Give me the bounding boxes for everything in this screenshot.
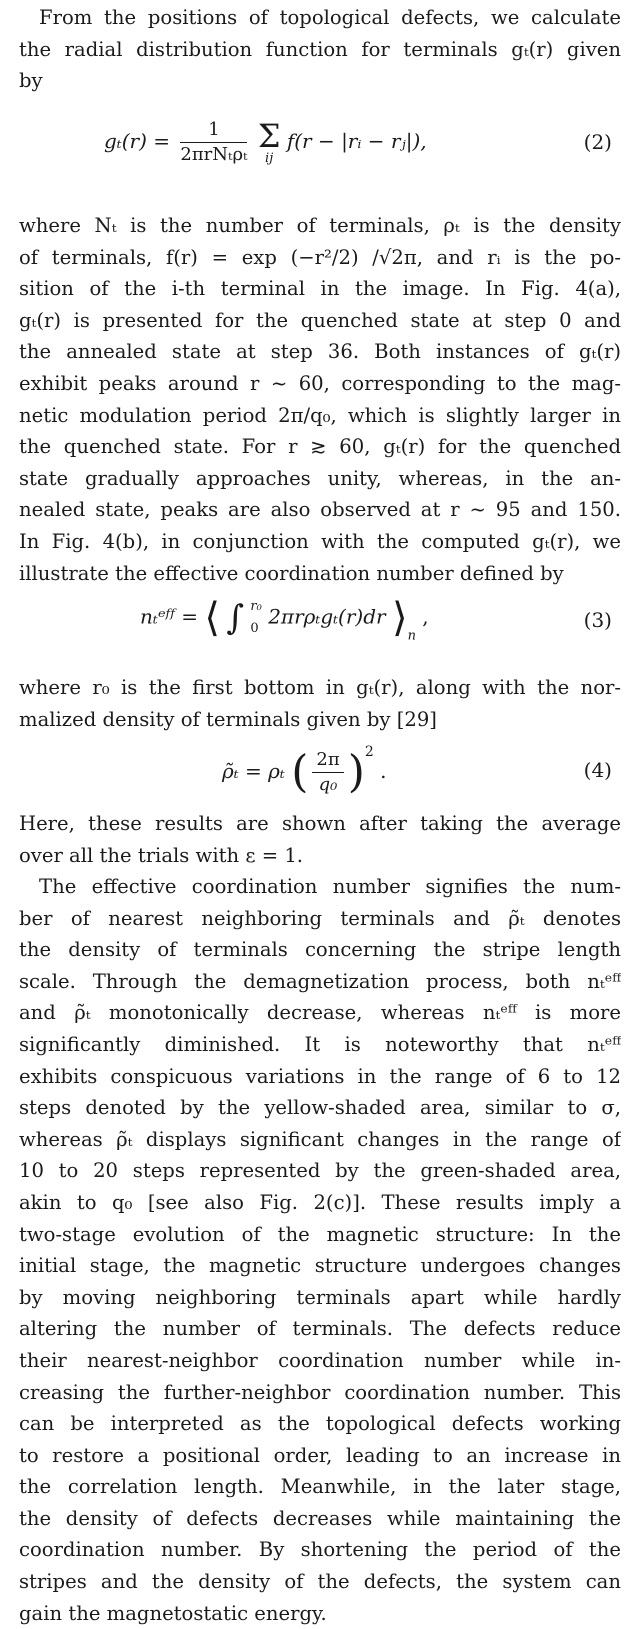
paragraph-average xyxy=(19,808,621,871)
eq3-limits xyxy=(250,596,261,640)
equation-4-body xyxy=(222,744,387,797)
text-line: the quenched state. For r ≳ 60, gₜ(r) for the quenched xyxy=(19,435,621,459)
text-line: exhibit peaks around r ~ 60, corresponding to the mag- xyxy=(19,371,621,395)
text-line: steps denoted by the yellow-shaded area, similar to σ, xyxy=(19,1096,621,1120)
paragraph-coordination xyxy=(19,871,621,1629)
text-line: to restore a positional order, leading to an increase in xyxy=(19,1443,621,1467)
text-line: 10 to 20 steps represented by the green-shaded area, xyxy=(19,1159,621,1183)
eq3-lhs: nₜᵉᶠᶠ = xyxy=(140,604,198,629)
eq3-close-bracket: ⟩ xyxy=(391,595,408,641)
text-line: of terminals, f(r) = exp (−r²/2) /√2π, and rᵢ is the po- xyxy=(19,245,621,269)
text-line: over all the trials with ε = 1. xyxy=(19,843,304,867)
text-line: the radial distribution function for terminals gₜ(r) given xyxy=(19,37,621,61)
equation-2 xyxy=(0,112,640,192)
text-line: sition of the i-th terminal in the image. In Fig. 4(a), xyxy=(19,277,621,301)
text-line: scale. Through the demagnetization process, both nₜᵉᶠᶠ xyxy=(19,969,621,993)
eq3-number: (3) xyxy=(583,608,612,632)
text-line: and ρ̃ₜ monotonically decrease, whereas nₜᵉᶠᶠ is more xyxy=(19,1001,621,1025)
equation-3 xyxy=(0,592,640,664)
text-line: netic modulation period 2π/q₀, which is slightly larger in xyxy=(19,403,621,427)
equation-4 xyxy=(0,742,640,812)
text-line: the density of defects decreases while maintaining the xyxy=(19,1506,621,1530)
text-line: coordination number. By shortening the period of the xyxy=(19,1538,621,1562)
text-line: state gradually approaches unity, whereas, in the an- xyxy=(19,466,621,490)
eq2-numerator: 1 xyxy=(180,118,247,143)
text-line: the annealed state at step 36. Both instances of gₜ(r) xyxy=(19,340,621,364)
text-line: altering the number of terminals. The defects reduce xyxy=(19,1317,621,1341)
text-line: two-stage evolution of the magnetic structure: In the xyxy=(19,1222,621,1246)
paragraph-intro xyxy=(19,2,621,97)
text-line: illustrate the effective coordination number defined by xyxy=(19,561,564,585)
eq3-integral: ∫ xyxy=(226,598,245,638)
text-line: nealed state, peaks are also observed at r ~ 95 and 150. xyxy=(19,498,621,522)
text-line: can be interpreted as the topological defects working xyxy=(19,1412,621,1436)
text-line: stripes and the density of the defects, the system can xyxy=(19,1570,621,1594)
paragraph-definitions xyxy=(19,210,621,589)
text-line: gain the magnetostatic energy. xyxy=(19,1601,327,1625)
eq2-sum-symbol: Σ xyxy=(257,116,281,155)
eq3-open-bracket: ⟨ xyxy=(204,595,220,641)
eq4-power: 2 xyxy=(364,744,374,760)
eq3-upper-limit: r₀ xyxy=(250,599,262,614)
eq2-sum xyxy=(257,116,281,166)
eq2-rhs: f(r − |rᵢ − rⱼ|), xyxy=(286,129,427,153)
text-line: akin to q₀ [see also Fig. 2(c)]. These results imply a xyxy=(19,1190,621,1214)
eq4-lhs: ρ̃ₜ = ρₜ xyxy=(222,759,285,783)
paragraph-r0 xyxy=(19,672,621,735)
text-line: gₜ(r) is presented for the quenched state at step 0 and xyxy=(19,308,621,332)
eq4-close-paren: ) xyxy=(347,746,365,798)
text-line: where Nₜ is the number of terminals, ρₜ is the density xyxy=(19,214,621,237)
text-line: by moving neighboring terminals apart while hardly xyxy=(19,1285,621,1309)
eq3-comma: , xyxy=(422,604,429,629)
eq4-open-paren: ( xyxy=(291,746,309,798)
text-line: Here, these results are shown after taking the average xyxy=(19,812,621,835)
eq2-lhs: gₜ(r) = xyxy=(104,129,171,153)
equation-3-body xyxy=(140,596,429,644)
text-line: malized density of terminals given by [29] xyxy=(19,707,437,731)
eq3-integrand: 2πrρₜgₜ(r)dr xyxy=(268,604,386,629)
text-line: creasing the further-neighbor coordination number. This xyxy=(19,1380,621,1404)
text-line: by xyxy=(19,69,43,93)
eq4-number: (4) xyxy=(583,758,612,782)
eq2-number: (2) xyxy=(583,130,612,154)
eq2-denominator: 2πrNₜρₜ xyxy=(180,144,248,165)
text-line: their nearest-neighbor coordination number while in- xyxy=(19,1348,621,1372)
text-line: The effective coordination number signifies the num- xyxy=(39,875,621,898)
eq2-sum-index: ij xyxy=(265,150,274,166)
eq4-numerator: 2π xyxy=(312,748,343,773)
equation-2-body xyxy=(104,118,427,167)
text-line: the density of terminals concerning the stripe length xyxy=(19,938,621,962)
text-line: initial stage, the magnetic structure undergoes changes xyxy=(19,1254,621,1278)
text-line: the correlation length. Meanwhile, in the later stage, xyxy=(19,1475,621,1499)
text-line: exhibits conspicuous variations in the range of 6 to 12 xyxy=(19,1064,621,1088)
eq3-lower-limit: 0 xyxy=(250,621,259,636)
eq3-subscript: n xyxy=(407,628,416,644)
eq4-denominator: q₀ xyxy=(318,774,338,795)
eq4-suffix: . xyxy=(380,759,387,783)
text-line: where r₀ is the first bottom in gₜ(r), along with the nor- xyxy=(19,676,621,699)
text-line: whereas ρ̃ₜ displays significant changes in the range of xyxy=(19,1127,621,1151)
text-line: significantly diminished. It is noteworthy that nₜᵉᶠᶠ xyxy=(19,1032,621,1056)
text-line: From the positions of topological defects, we calculate xyxy=(39,6,621,29)
text-line: In Fig. 4(b), in conjunction with the computed gₜ(r), we xyxy=(19,529,621,553)
text-line: ber of nearest neighboring terminals and ρ̃ₜ denotes xyxy=(19,906,621,930)
eq4-fraction xyxy=(312,748,343,797)
eq2-fraction xyxy=(180,118,247,167)
